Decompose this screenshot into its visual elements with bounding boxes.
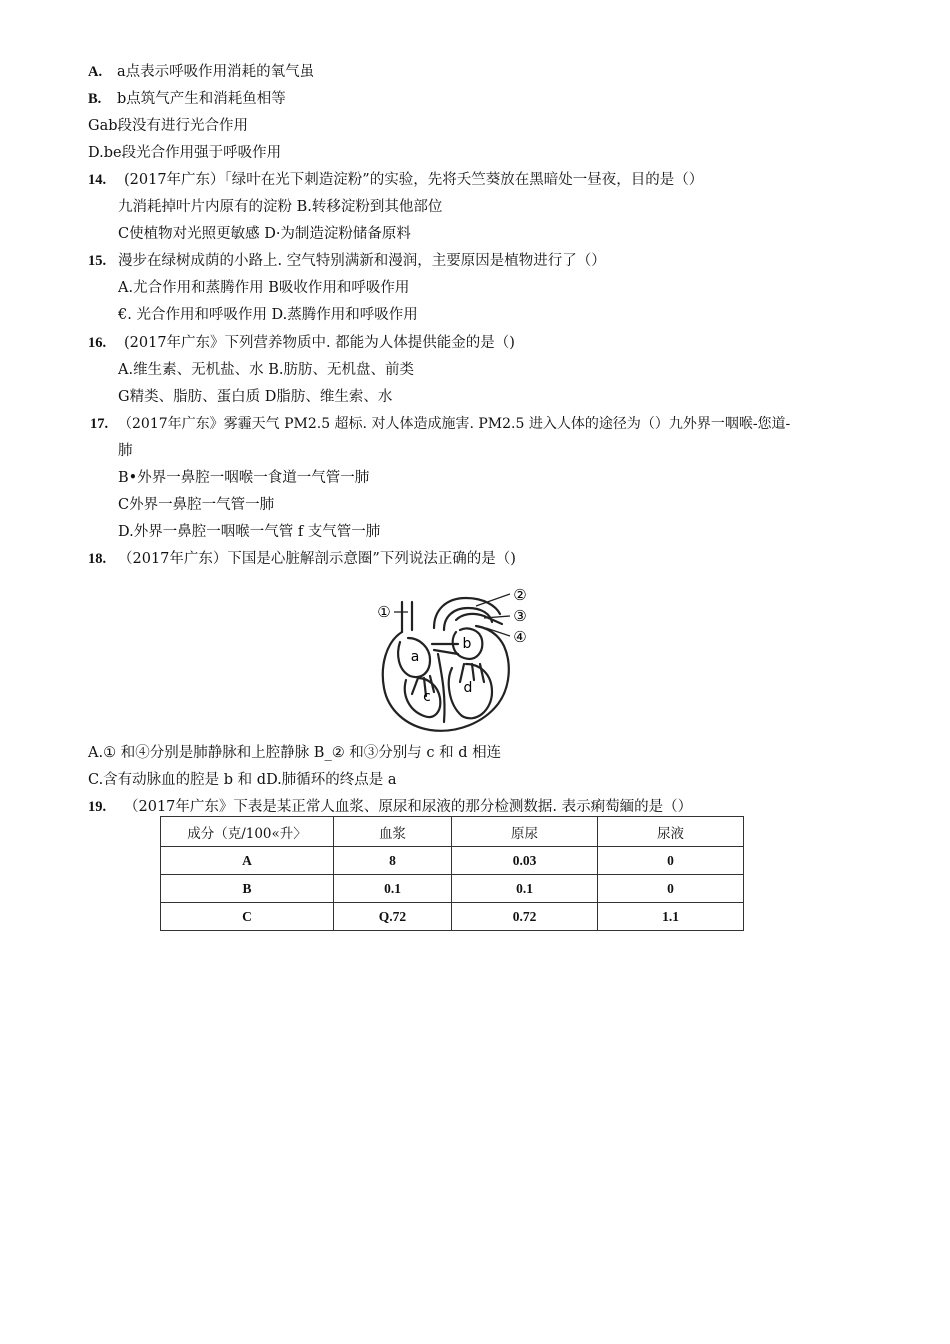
q14-options-ab: 九消耗掉叶片内原有的淀粉 B.转移淀粉到其他部位 [118,199,443,215]
q18-options-ab: A.① 和④分别是肺静脉和上腔静脉 B_② 和③分别与 c 和 d 相连 [88,745,502,761]
heart-label-4: ④ [513,628,527,646]
q19-stem: （2017年广东》下表是某正常人血浆、原尿和尿液的那分检测数据. 表示痢萄緬的是（） [124,799,693,815]
option-a-text: a点表示呼吸作用消耗的氧气虽 [117,64,315,80]
q18-stem: （2017年广东）下国是心脏解剖示意圈”下列说法正确的是（) [118,551,516,567]
table-cell: 0 [598,875,744,903]
q18-options-cd: C.含有动脉血的腔是 b 和 dD.肺循环的终点是 a [88,772,397,788]
q18-number: 18. [88,551,107,567]
option-c-text: Gab段没有进行光合作用 [88,118,249,134]
table-cell: 0.72 [452,903,598,931]
table-cell: 0 [598,847,744,875]
table-cell: 8 [334,847,452,875]
table-row [161,875,744,903]
table-row [161,903,744,931]
chamber-a-label: a [410,649,420,665]
q14-stem: (2017年广东）「绿叶在光下刺造淀粉”的实验，先将夭竺葵放在黑暗处一昼夜，目的是（） [124,172,704,188]
table-cell: Q.72 [334,903,452,931]
table-header: 血浆 [334,817,452,847]
table-header-row [161,817,744,847]
option-d-text: D.be段光合作用强于呼吸作用 [88,145,282,161]
heart-label-2: ② [513,586,527,604]
chamber-c-label: c [423,689,431,705]
q14-options-cd: C使植物对光照更敏感 D·为制造淀粉储备原料 [118,226,411,242]
table-cell: B [161,875,334,903]
heart-diagram [372,584,536,734]
table-header: 尿液 [598,817,744,847]
q16-options-cd: G精类、脂肪、蛋白质 D脂肪、维生索、水 [118,389,393,405]
q15-number: 15. [88,253,107,269]
option-a-label: A. [88,64,103,80]
q15-options-ab: A.尤合作用和蒸腾作用 B吸收作用和呼吸作用 [118,280,410,296]
option-b-label: B. [88,91,102,107]
q17-stem-cont: 肺 [118,443,133,459]
q17-option-b: B•外界一鼻腔一咽喉一食道一气管一肺 [118,470,370,486]
q17-option-c: C外界一鼻腔一气管一肺 [118,497,275,513]
q17-option-d: D.外界一鼻腔一咽喉一气管 f 支气管一肺 [118,524,381,540]
heart-label-3: ③ [513,607,527,625]
table-cell: A [161,847,334,875]
table-cell: 0.1 [452,875,598,903]
q14-number: 14. [88,172,107,188]
q16-number: 16. [88,335,107,351]
table-cell: 0.1 [334,875,452,903]
table-cell: C [161,903,334,931]
q17-stem: （2017年广东》雾霾天气 PM2.5 超标. 对人体造成施害. PM2.5 进入人体的途径为（）九外界一咽喉-您道- [118,416,791,432]
q15-stem: 漫步在绿树成荫的小路上. 空气特别满新和漫润，主要原因是植物进行了（） [118,253,606,269]
table-header: 成分（克/100«升〉 [161,817,334,847]
q15-options-cd: €. 光合作用和呼吸作用 D.蒸腾作用和呼吸作用 [118,307,418,323]
chamber-b-label: b [462,636,472,652]
table-row [161,847,744,875]
option-b-text: b点筑气产生和消耗鱼相等 [117,91,286,107]
table-header: 原尿 [452,817,598,847]
blood-urine-table [160,816,744,931]
chamber-d-label: d [463,680,473,696]
q16-stem: (2017年广东》下列营养物质中. 都能为人体提供能金的是（) [124,335,515,351]
q16-options-ab: A.维生素、无机盐、水 B.肪肪、无机盘、前类 [118,362,414,378]
q17-number: 17. [90,416,109,432]
heart-label-1: ① [377,603,391,621]
table-cell: 1.1 [598,903,744,931]
table-cell: 0.03 [452,847,598,875]
q19-number: 19. [88,799,107,815]
